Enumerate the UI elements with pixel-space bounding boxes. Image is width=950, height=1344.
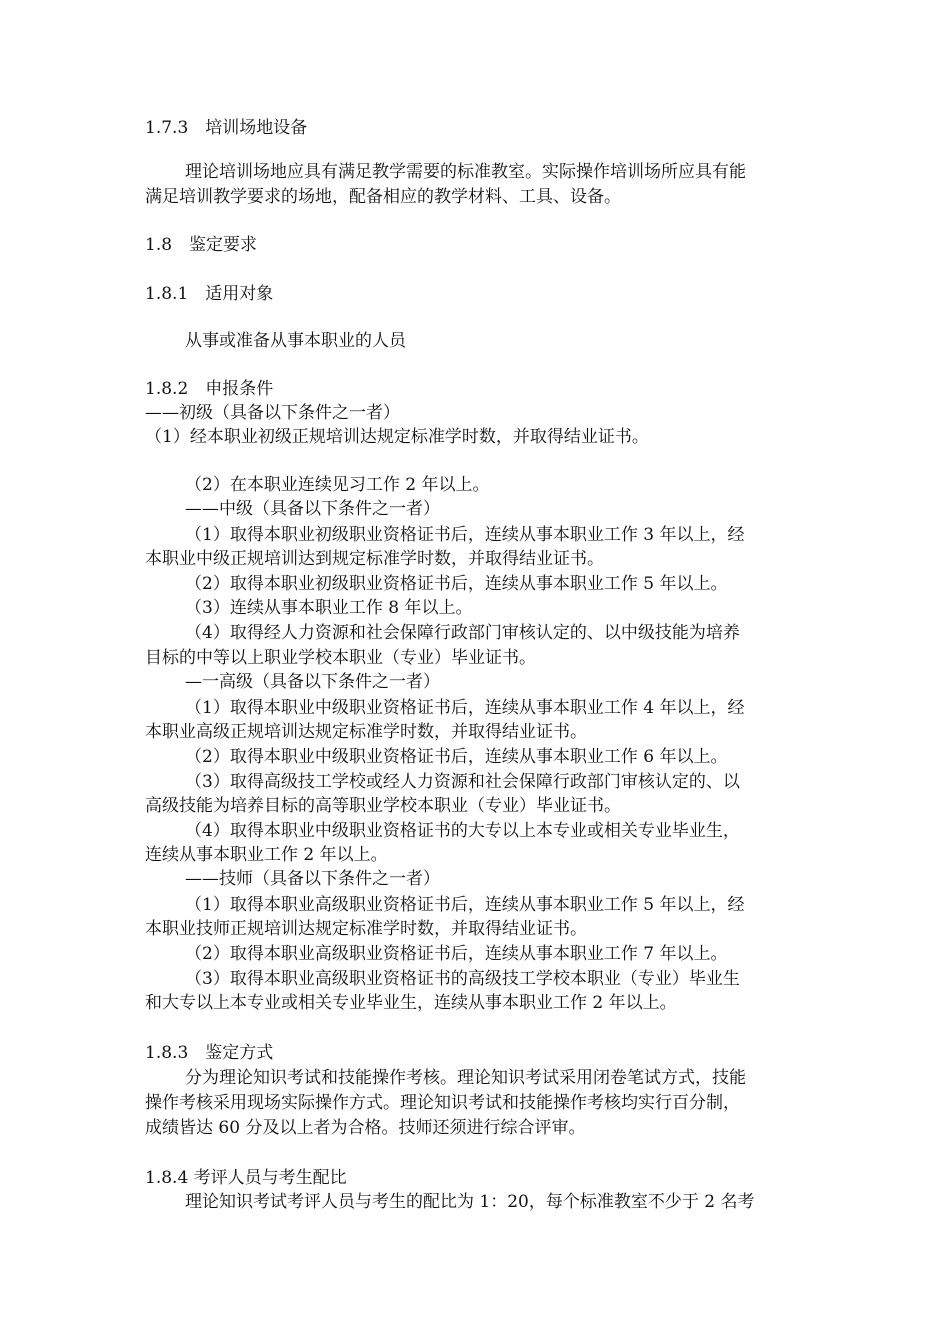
paragraph-line: 满足培训教学要求的场地，配备相应的教学材料、工具、设备。 [145,187,621,207]
paragraph-line: 操作考核采用现场实际操作方式。理论知识考试和技能操作考核均实行百分制， [145,1093,740,1113]
section-heading-1-8-2: 1.8.2 申报条件 [145,379,274,399]
section-heading-1-8-3: 1.8.3 鉴定方式 [145,1043,274,1063]
list-item-continuation: 连续从事本职业工作 2 年以上。 [145,845,388,865]
section-heading-1-8: 1.8 鉴定要求 [145,235,258,255]
list-item-continuation: 目标的中等以上职业学校本职业（专业）毕业证书。 [145,648,536,668]
list-item: （3）取得高级技工学校或经人力资源和社会保障行政部门审核认定的、以 [185,772,740,792]
list-item: （1）取得本职业初级职业资格证书后，连续从事本职业工作 3 年以上，经 [185,525,745,545]
paragraph-line: 成绩皆达 60 分及以上者为合格。技师还须进行综合评审。 [145,1118,586,1138]
list-item: （4）取得本职业中级职业资格证书的大专以上本专业或相关专业毕业生， [185,821,740,841]
list-item: （2）在本职业连续见习工作 2 年以上。 [185,475,490,495]
level-heading-senior: —一高级（具备以下条件之一者） [185,672,440,692]
paragraph-line: 分为理论知识考试和技能操作考核。理论知识考试采用闭卷笔试方式，技能 [185,1068,746,1088]
level-heading-intermediate: ——中级（具备以下条件之一者） [185,499,440,519]
section-heading-1-7-3: 1.7.3 培训场地设备 [145,118,308,138]
paragraph-line: 从事或准备从事本职业的人员 [185,331,406,351]
level-heading-technician: ——技师（具备以下条件之一者） [185,869,440,889]
section-heading-1-8-4: 1.8.4 考评人员与考生配比 [145,1168,347,1188]
list-item: （4）取得经人力资源和社会保障行政部门审核认定的、以中级技能为培养 [185,623,740,643]
list-item: （1）取得本职业中级职业资格证书后，连续从事本职业工作 4 年以上，经 [185,698,745,718]
list-item: （2）取得本职业中级职业资格证书后，连续从事本职业工作 6 年以上。 [185,747,728,767]
level-heading-junior: ——初级（具备以下条件之一者） [145,403,400,423]
list-item: （1）取得本职业高级职业资格证书后，连续从事本职业工作 5 年以上，经 [185,895,745,915]
list-item: （3）取得本职业高级职业资格证书的高级技工学校本职业（专业）毕业生 [185,969,740,989]
section-heading-1-8-1: 1.8.1 适用对象 [145,284,274,304]
list-item-continuation: 本职业技师正规培训达规定标准学时数，并取得结业证书。 [145,919,587,939]
paragraph-line: 理论知识考试考评人员与考生的配比为 1：20，每个标准教室不少于 2 名考 [185,1192,755,1212]
list-item: （3）连续从事本职业工作 8 年以上。 [185,598,473,618]
list-item: （2）取得本职业高级职业资格证书后，连续从事本职业工作 7 年以上。 [185,944,728,964]
list-item: （2）取得本职业初级职业资格证书后，连续从事本职业工作 5 年以上。 [185,574,728,594]
list-item-continuation: 本职业高级正规培训达规定标准学时数，并取得结业证书。 [145,722,587,742]
list-item: （1）经本职业初级正规培训达规定标准学时数，并取得结业证书。 [145,427,649,447]
list-item-continuation: 本职业中级正规培训达到规定标准学时数，并取得结业证书。 [145,549,604,569]
list-item-continuation: 和大专以上本专业或相关专业毕业生，连续从事本职业工作 2 年以上。 [145,993,677,1013]
paragraph-line: 理论培训场地应具有满足教学需要的标准教室。实际操作培训场所应具有能 [185,162,746,182]
list-item-continuation: 高级技能为培养目标的高等职业学校本职业（专业）毕业证书。 [145,796,621,816]
